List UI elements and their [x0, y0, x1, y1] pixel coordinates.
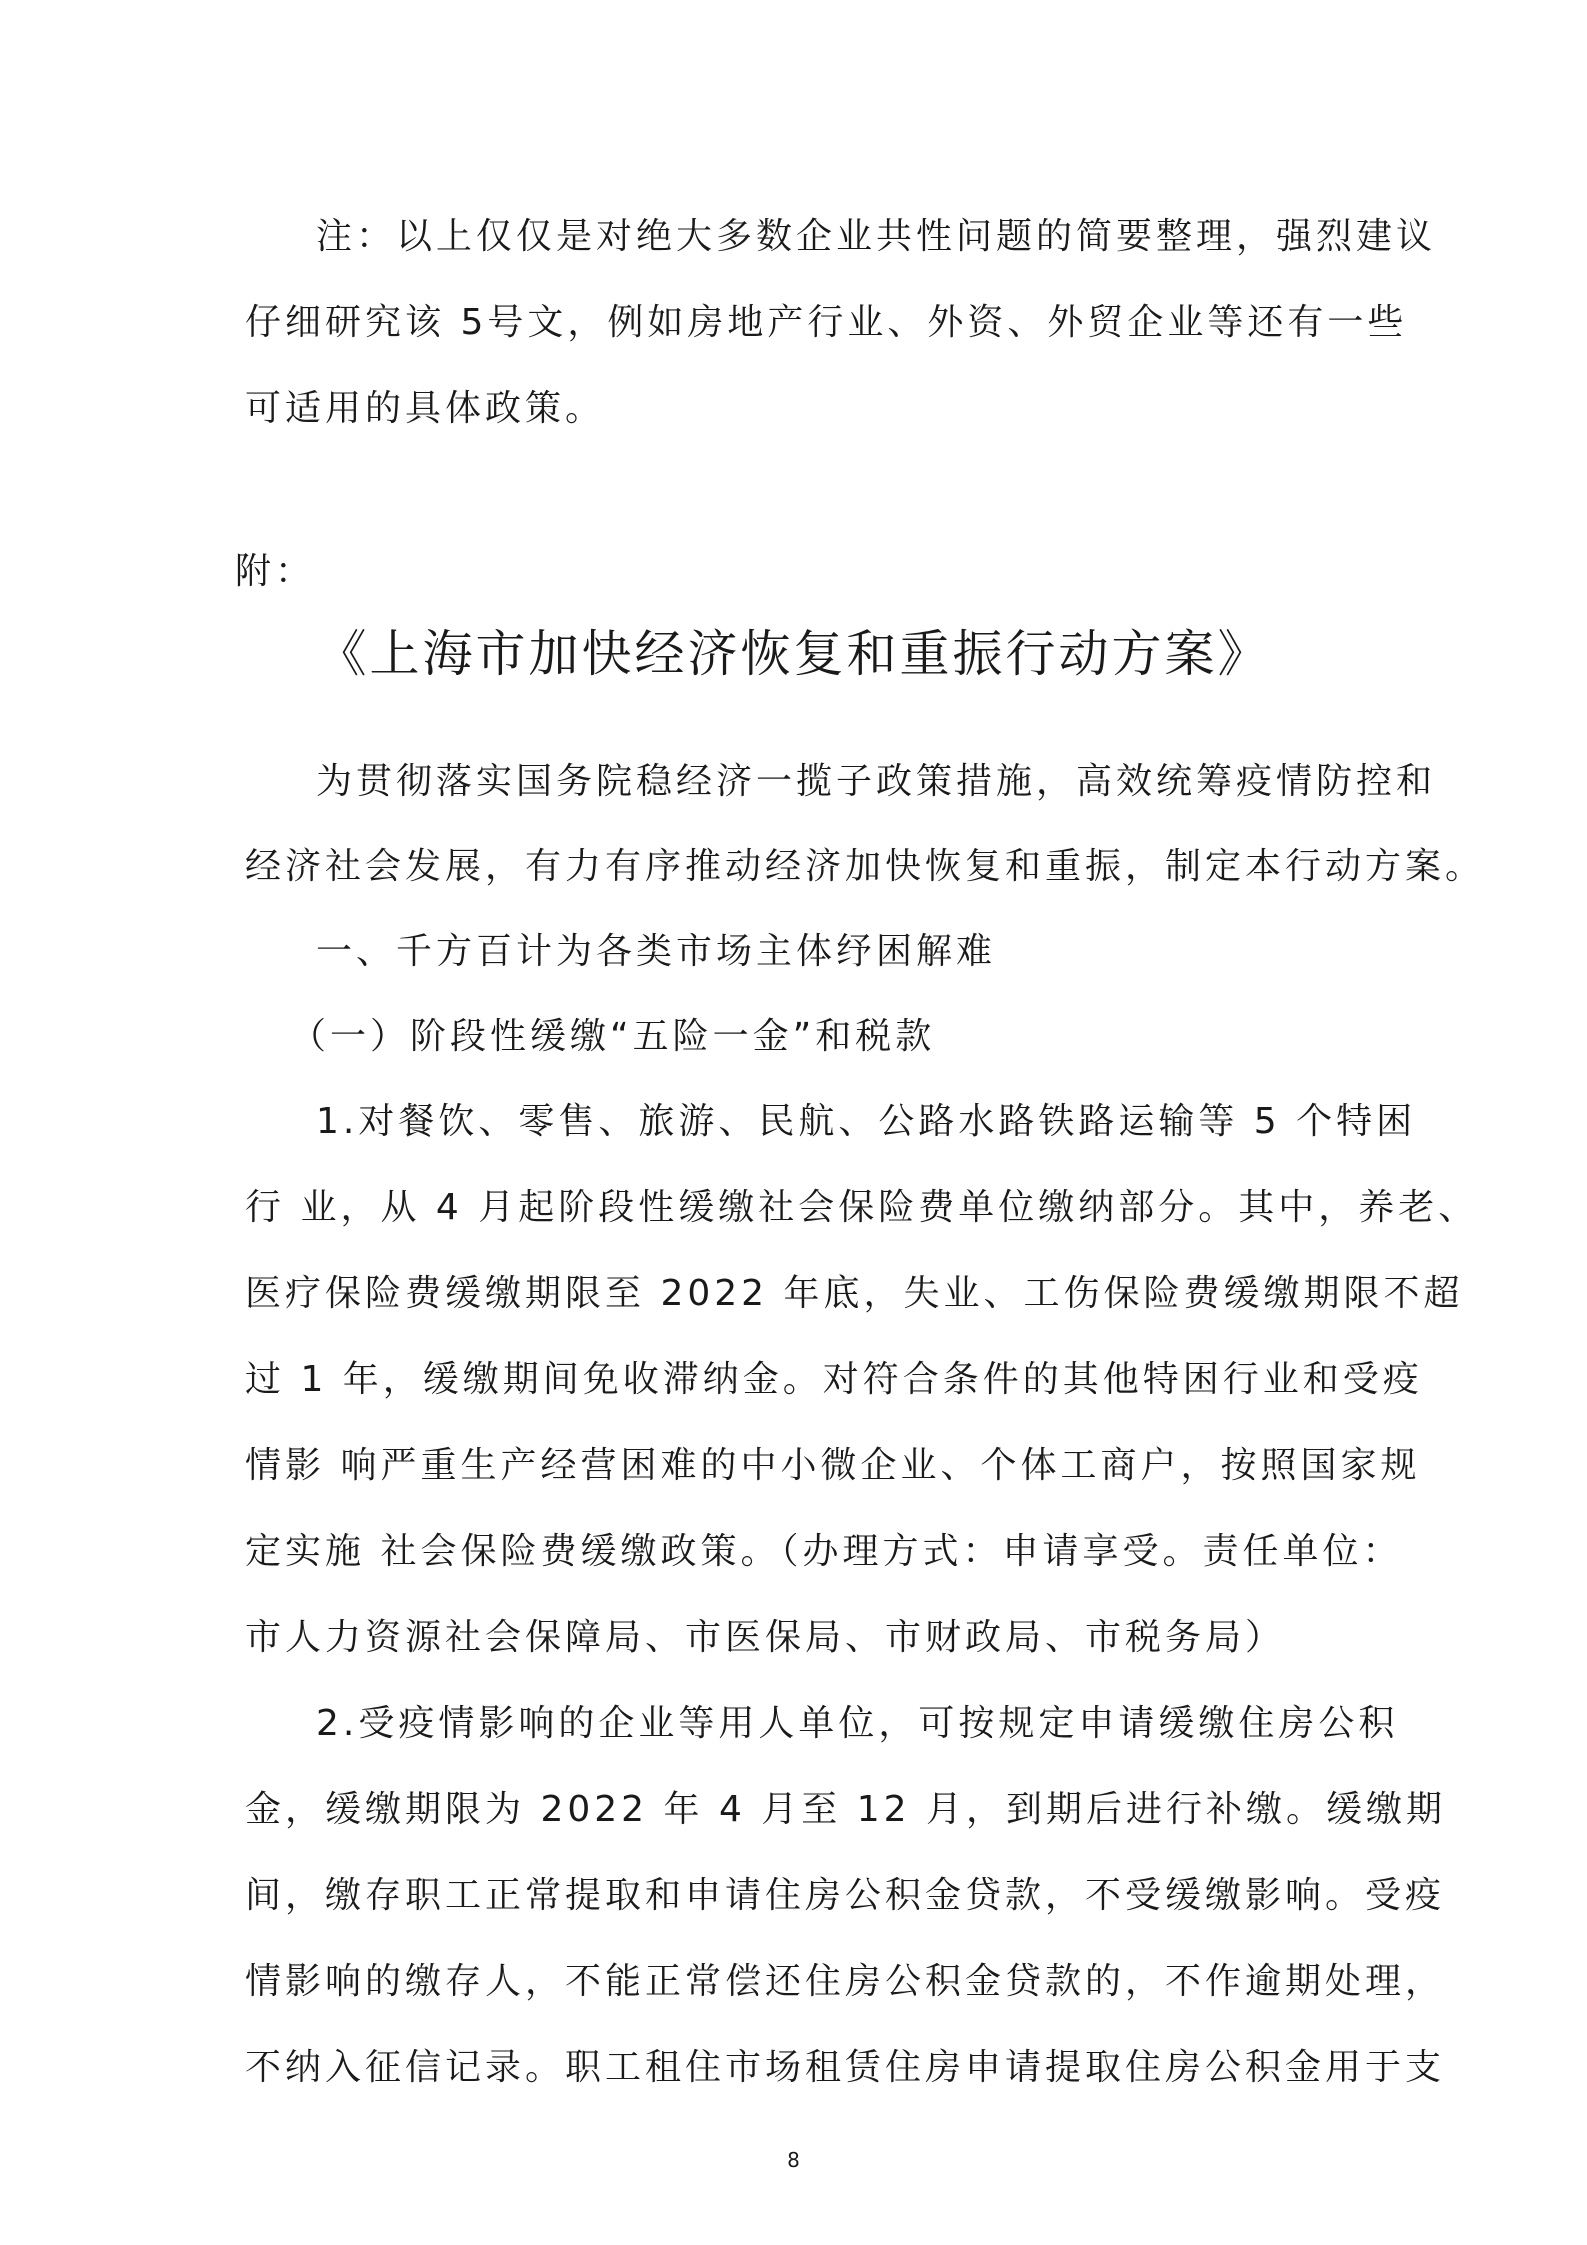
appendix-label: 附：	[235, 551, 316, 592]
note-line-1: 注：以上仅仅是对绝大多数企业共性问题的简要整理，强烈建议	[316, 216, 1437, 257]
subsection-heading-1: （一）阶段性缓缴“五险一金”和税款	[290, 1016, 936, 1057]
section-heading-1: 一、千方百计为各类市场主体纾困解难	[316, 931, 997, 972]
item-1-line-7: 市人力资源社会保障局、市医保局、市财政局、市税务局）	[245, 1617, 1286, 1658]
item-2-line-3: 间，缴存职工正常提取和申请住房公积金贷款，不受缓缴影响。受疫	[245, 1875, 1446, 1916]
document-title: 《上海市加快经济恢复和重振行动方案》	[316, 625, 1271, 683]
item-1-line-2: 行 业，从 4 月起阶段性缓缴社会保险费单位缴纳部分。其中，养老、	[245, 1187, 1479, 1228]
item-1-line-4: 过 1 年，缓缴期间免收滞纳金。对符合条件的其他特困行业和受疫	[245, 1359, 1423, 1400]
item-1-line-5: 情影 响严重生产经营困难的中小微企业、个体工商户，按照国家规	[245, 1445, 1421, 1486]
item-2-line-4: 情影响的缴存人，不能正常偿还住房公积金贷款的，不作逾期处理，	[245, 1961, 1446, 2002]
item-2-line-2: 金，缓缴期限为 2022 年 4 月至 12 月，到期后进行补缴。缓缴期	[245, 1789, 1446, 1830]
note-line-3: 可适用的具体政策。	[245, 388, 606, 429]
item-1-line-6: 定实施 社会保险费缓缴政策。（办理方式：申请享受。责任单位：	[245, 1531, 1403, 1572]
intro-line-1: 为贯彻落实国务院稳经济一揽子政策措施，高效统筹疫情防控和	[316, 761, 1437, 802]
page-number: 8	[787, 2148, 800, 2172]
item-1-line-3: 医疗保险费缓缴期限至 2022 年底，失业、工伤保险费缓缴期限不超	[245, 1273, 1464, 1314]
item-2-line-1: 2.受疫情影响的企业等用人单位，可按规定申请缓缴住房公积	[316, 1703, 1399, 1744]
item-2-line-5: 不纳入征信记录。职工租住市场租赁住房申请提取住房公积金用于支	[245, 2047, 1446, 2088]
intro-line-2: 经济社会发展，有力有序推动经济加快恢复和重振，制定本行动方案。	[245, 846, 1486, 887]
item-1-line-1: 1.对餐饮、零售、旅游、民航、公路水路铁路运输等 5 个特困	[316, 1101, 1417, 1142]
note-line-2: 仔细研究该 5号文，例如房地产行业、外资、外贸企业等还有一些	[245, 302, 1408, 343]
